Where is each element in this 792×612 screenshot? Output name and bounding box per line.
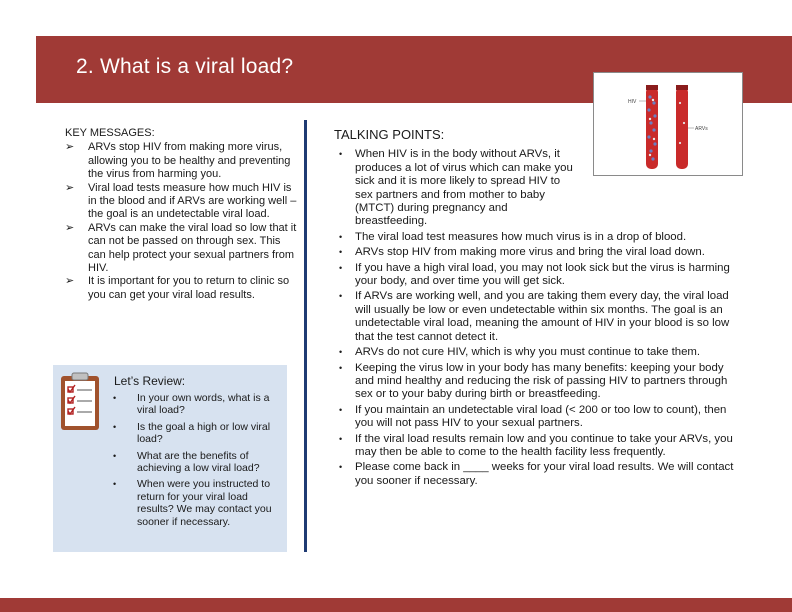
talking-points-list	[334, 148, 734, 488]
key-messages-section	[65, 127, 297, 302]
column-divider	[304, 120, 307, 552]
talking-points-heading: TALKING POINTS:	[334, 127, 445, 142]
bullet-icon: •	[113, 393, 117, 403]
review-box	[53, 365, 287, 552]
footer-bar	[0, 598, 792, 612]
talking-point: • If you maintain an undetectable viral load (< 200 or too low to count), then you will not pass HIV to your sexual partners.	[339, 403, 727, 430]
review-question: • What are the benefits of achieving a low viral load?	[113, 449, 260, 475]
arrow-bullet-icon: ➢	[65, 141, 75, 154]
bullet-icon: •	[113, 450, 117, 461]
talking-point: • ARVs do not cure HIV, which is why you must continue to take them.	[339, 346, 701, 359]
talking-point: • Keeping the virus low in your body has many benefits: keeping your body and mind healthy and reducing the risk of passing HIV to partners through sex or to your baby during birth or breastfeeding.	[339, 361, 728, 401]
key-message-item: ➢ Viral load tests measure how much HIV is in the blood and if ARVs are working well – the goal is an undetectable viral load.	[65, 181, 297, 221]
bullet-icon: •	[339, 149, 343, 160]
bullet-icon: •	[339, 362, 343, 373]
bullet-icon: •	[339, 247, 343, 258]
bullet-icon: •	[113, 421, 117, 432]
review-question: • When were you instructed to return for your viral load results? We may contact you sooner if necessary.	[113, 478, 272, 528]
bullet-icon: •	[339, 462, 343, 473]
clipboard-checklist-icon	[59, 370, 101, 432]
label-hiv: HIV	[628, 99, 637, 105]
bullet-icon: •	[339, 231, 343, 242]
review-heading: Let’s Review:	[114, 374, 186, 388]
bullet-icon: •	[339, 433, 343, 444]
review-question: • In your own words, what is a viral load?	[113, 392, 270, 417]
key-message-item: ➢ ARVs can make the viral load so low that it can not be passed on through sex. This can help protect your sexual partners from HIV.	[65, 221, 297, 275]
talking-point: • The viral load test measures how much virus is in a drop of blood.	[339, 230, 687, 243]
talking-point: • ARVs stop HIV from making more virus and bring the viral load down.	[339, 246, 705, 259]
bullet-icon: •	[339, 347, 343, 358]
arrow-bullet-icon: ➢	[65, 275, 75, 288]
bullet-icon: •	[339, 262, 343, 273]
key-messages-heading: KEY MESSAGES:	[65, 127, 155, 139]
page-title: 2. What is a viral load?	[76, 55, 294, 78]
arrow-bullet-icon: ➢	[65, 221, 75, 234]
talking-point: • If the viral load results remain low and you continue to take your ARVs, you may then be able to come to the health facility less frequently.	[339, 432, 733, 458]
talking-point: • If ARVs are working well, and you are taking them every day, the viral load will usually be low or even undetectable within six months. The goal is an undetectable viral load, meaning the amount of HIV in your blood is so low that the test cannot detect it.	[339, 290, 730, 343]
review-questions-list	[113, 392, 283, 532]
bullet-icon: •	[113, 479, 117, 490]
label-arvs: ARVs	[695, 126, 708, 132]
talking-point: • Please come back in ____ weeks for your viral load results. We will contact you sooner if necessary.	[339, 461, 734, 487]
key-messages-list	[65, 141, 297, 302]
bullet-icon: •	[339, 291, 343, 302]
talking-point: • If you have a high viral load, you may not look sick but the virus is harming your body, and over time you will get sick.	[339, 261, 730, 288]
talking-point: • When HIV is in the body without ARVs, it produces a lot of virus which can make you sick and it is more likely to spread HIV to sex partners and from mother to baby (MTCT) during pregnancy and breastfeeding.	[339, 148, 573, 228]
key-message-item: ➢ It is important for you to return to clinic so you can get your viral load results.	[65, 275, 290, 301]
review-question: • Is the goal a high or low viral load?	[113, 420, 271, 446]
bullet-icon: •	[339, 404, 343, 415]
arrow-bullet-icon: ➢	[65, 181, 75, 194]
key-message-item: ➢ ARVs stop HIV from making more virus, allowing you to be healthy and preventing the virus from harming you.	[65, 141, 291, 181]
talking-points-section	[334, 128, 734, 490]
